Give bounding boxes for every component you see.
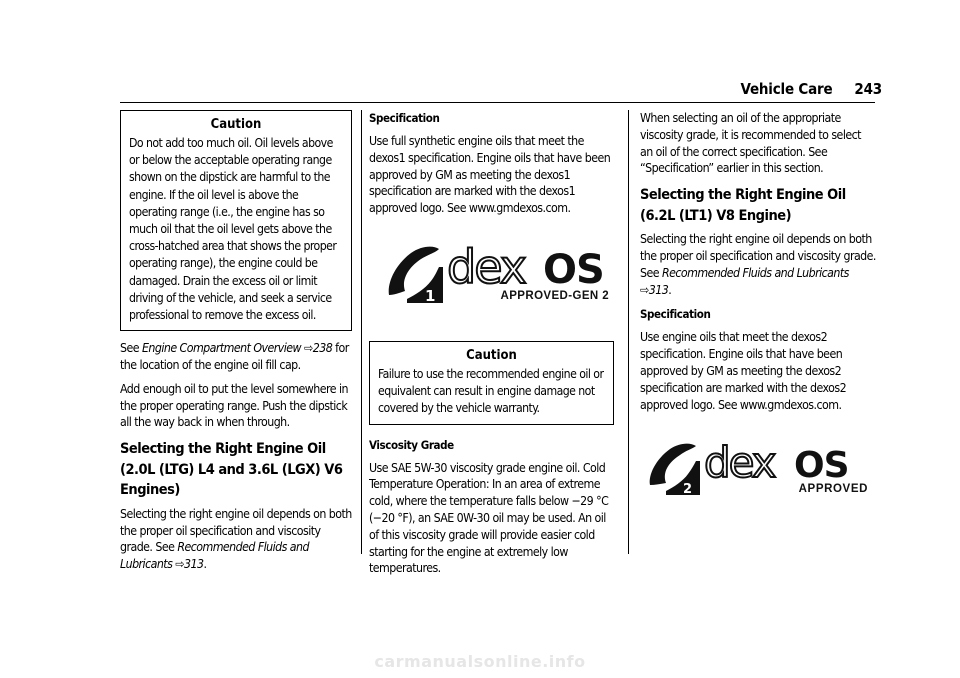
heading-lt1: Selecting the Right Engine Oil (6.2L (LT1) V8 Engine) <box>640 187 846 224</box>
section-title: Vehicle Care <box>740 80 833 98</box>
caution-title: Caution <box>210 117 262 132</box>
column-divider-1 <box>361 110 362 554</box>
caution-box-recommended-oil <box>369 341 614 425</box>
specification-heading-2: Specification <box>640 307 711 322</box>
caution-text: Do not add too much oil. Oil levels above or below the acceptable operating range shown on the dipstick are harmful to the engine. If the oil level is above the operating range (i.e., the engine has so much oil that the oil level gets above the cross-hatched area that shows the proper operating range), the engine could be damaged. Drain the excess oil or limit driving of the vehicle, and seek a service professional to remove the excess oil. <box>129 136 337 323</box>
page-ref-313-b[interactable]: 313 <box>648 282 669 297</box>
dexos-swirl-icon <box>389 247 443 305</box>
dexos-wordmark <box>447 243 604 294</box>
page-ref-arrow-icon: ⇨ <box>175 557 184 572</box>
column-2 <box>369 110 614 577</box>
page-ref-arrow-icon: ⇨ <box>304 341 313 356</box>
page-ref-arrow-icon: ⇨ <box>640 282 649 297</box>
logo-word-os: OS <box>794 445 849 487</box>
watermark: carmanualsonline.info <box>374 652 586 671</box>
logo-tagline: APPROVED <box>798 483 868 496</box>
dexos2-approved-logo <box>648 441 872 501</box>
logo-number: 1 <box>425 286 436 305</box>
viscosity-grade-paragraph: Use SAE 5W-30 viscosity grade engine oil. Cold Temperature Operation: In an area of extreme cold, where the temperature falls below −29 °C (−20 °F), an SAE 0W-30 oil may be used. An oil of this viscosity grade will provide easier cold starting for the engine at extremely low temperatures. <box>369 460 609 576</box>
column-3 <box>640 110 876 501</box>
caution-box-oil-level <box>120 110 352 331</box>
dexos-wordmark <box>704 441 849 487</box>
dexos1-spec-paragraph: Use full synthetic engine oils that meet the dexos1 specification. Engine oils that have been approved by GM as meeting the dexos1 specification are marked with the dexos1 approved logo. See www.gmdexos.com. <box>369 134 611 216</box>
dexos-swirl-icon <box>650 444 700 497</box>
logo-word-dex: dex <box>447 242 525 294</box>
logo-tagline: APPROVED-GEN 2 <box>500 289 609 302</box>
fluids-lubricants-link-1[interactable]: Recommended Fluids and Lubricants <box>120 540 309 572</box>
logo-number: 2 <box>683 482 693 498</box>
header-rule <box>120 102 875 103</box>
engine-compartment-paragraph: See Engine Compartment Overview ⇨238 for the location of the engine oil fill cap. <box>120 341 349 373</box>
logo-word-dex: dex <box>704 441 775 488</box>
page-ref-313-a[interactable]: 313 <box>184 557 204 572</box>
dexos1-approved-logo <box>385 243 609 313</box>
heading-ltg-lgx: Selecting the Right Engine Oil (2.0L (LTG) L4 and 3.6L (LGX) V6 Engines) <box>120 441 343 499</box>
viscosity-selection-paragraph: When selecting an oil of the appropriate viscosity grade, it is recommended to select an oil of the correct specification. See “Specification” earlier in this section. <box>640 111 861 176</box>
logo-word-os: OS <box>543 246 604 293</box>
page-ref-238[interactable]: 238 <box>312 341 333 356</box>
column-1 <box>120 110 352 573</box>
page-number: 243 <box>854 80 882 98</box>
fluids-lubricants-link-2[interactable]: Recommended Fluids and Lubricants <box>661 265 849 280</box>
caution-title: Caution <box>466 347 517 363</box>
viscosity-grade-heading: Viscosity Grade <box>369 437 454 452</box>
caution-text: Failure to use the recommended engine oil or equivalent can result in engine damage not covered by the vehicle warranty. <box>378 366 604 416</box>
select-oil-paragraph-2: Selecting the right engine oil depends on both the proper oil specification and viscosity grade. See Recommended Fluids and Lubricants ⇨313. <box>640 232 876 297</box>
specification-heading-1: Specification <box>369 111 440 125</box>
running-header <box>741 80 882 98</box>
add-oil-paragraph: Add enough oil to put the level somewhere in the proper operating range. Push the dipstick all the way back in when through. <box>120 381 348 430</box>
engine-compartment-link[interactable]: Engine Compartment Overview <box>141 341 302 356</box>
select-oil-paragraph-1: Selecting the right engine oil depends on both the proper oil specification and viscosity grade. See Recommended Fluids and Lubricants ⇨313. <box>120 506 352 572</box>
dexos2-spec-paragraph: Use engine oils that meet the dexos2 specification. Engine oils that have been approved by GM as meeting the dexos2 specification are marked with the dexos2 approved logo. See www.gmdexos.com. <box>640 330 847 412</box>
column-divider-2 <box>628 110 629 554</box>
